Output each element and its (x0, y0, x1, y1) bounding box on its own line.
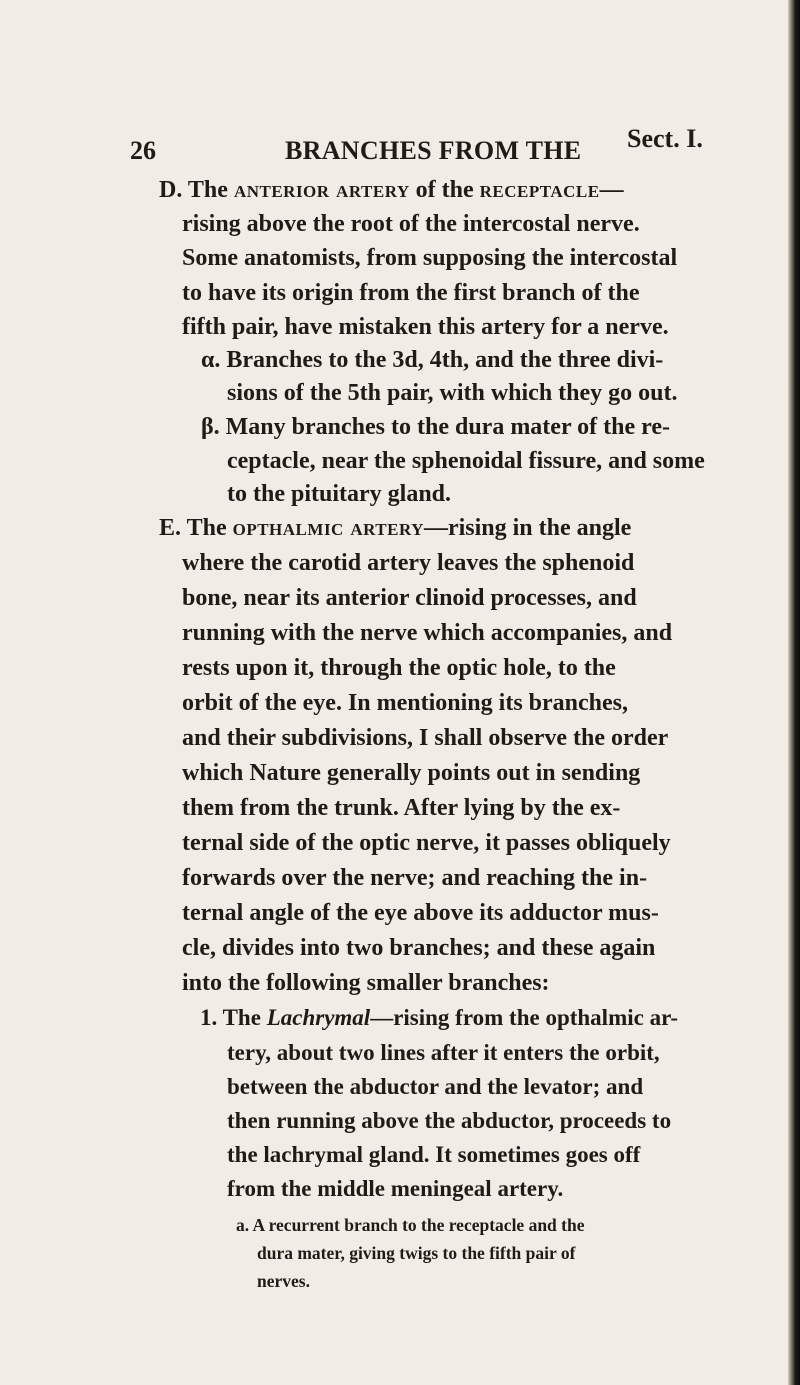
item-1-line-1 (200, 1005, 678, 1031)
paragraph-e-label: E. (159, 515, 182, 541)
text-line: to have its origin from the first branch of the (182, 280, 640, 306)
text-line: cle, divides into two branches; and these again (182, 935, 656, 961)
text-run: —rising from the opthalmic ar- (370, 1005, 679, 1030)
paragraph-d-line-1 (159, 177, 624, 204)
text-line: Some anatomists, from supposing the intercostal (182, 245, 678, 271)
text-line: fifth pair, have mistaken this artery for a nerve. (182, 314, 669, 340)
sub-beta-line: β. Many branches to the dura mater of the re- (201, 414, 671, 440)
term-opthalmic-artery: opthalmic artery (232, 515, 424, 541)
text-line: forwards over the nerve; and reaching the in- (182, 865, 648, 891)
text-line: running with the nerve which accompanies, and (182, 620, 673, 646)
text-line: rising above the root of the intercostal nerve. (182, 211, 640, 237)
item-1-prefix: 1. The (200, 1005, 261, 1030)
text-line: rests upon it, through the optic hole, to the (182, 655, 616, 681)
running-title: BRANCHES FROM THE (285, 136, 582, 165)
paragraph-e-line-1 (159, 515, 631, 542)
term-anterior-artery: anterior artery (233, 177, 410, 203)
running-header (0, 124, 780, 164)
text-line: between the abductor and the levator; and (227, 1074, 644, 1099)
text-line: tery, about two lines after it enters the orbit, (227, 1040, 660, 1065)
note-a-line: dura mater, giving twigs to the fifth pair of (257, 1243, 576, 1263)
note-a-line: a. A recurrent branch to the receptacle and the (236, 1215, 585, 1235)
text-run: of the (415, 177, 474, 203)
term-receptacle: receptacle— (479, 177, 625, 203)
text-line: ternal side of the optic nerve, it passes obliquely (182, 830, 671, 856)
text-line: ternal angle of the eye above its adductor mus- (182, 900, 659, 926)
text-run: The (186, 515, 227, 541)
sub-alpha-line: α. Branches to the 3d, 4th, and the three divi- (201, 347, 664, 373)
sub-beta-line: to the pituitary gland. (227, 481, 452, 507)
book-page-edge (788, 0, 800, 1385)
note-a-line: nerves. (257, 1271, 310, 1291)
text-line: the lachrymal gland. It sometimes goes off (227, 1142, 641, 1167)
sub-beta-line: ceptacle, near the sphenoidal fissure, and some (227, 448, 705, 474)
text-run: The (187, 177, 228, 203)
text-line: from the middle meningeal artery. (227, 1176, 564, 1201)
text-run: —rising in the angle (423, 515, 632, 541)
term-lachrymal: Lachrymal (266, 1005, 371, 1030)
text-line: where the carotid artery leaves the sphenoid (182, 550, 635, 576)
text-line: and their subdivisions, I shall observe the order (182, 725, 669, 751)
text-line: which Nature generally points out in sending (182, 760, 641, 786)
text-line: into the following smaller branches: (182, 970, 550, 996)
text-line: them from the trunk. After lying by the ex- (182, 795, 621, 821)
text-line: bone, near its anterior clinoid processes, and (182, 585, 637, 611)
paragraph-d-label: D. (159, 177, 183, 203)
page-number: 26 (130, 136, 156, 165)
sub-alpha-line: sions of the 5th pair, with which they go out. (227, 380, 678, 406)
text-line: then running above the abductor, proceeds to (227, 1108, 672, 1133)
section-label: Sect. I. (627, 124, 703, 153)
text-line: orbit of the eye. In mentioning its branches, (182, 690, 628, 716)
